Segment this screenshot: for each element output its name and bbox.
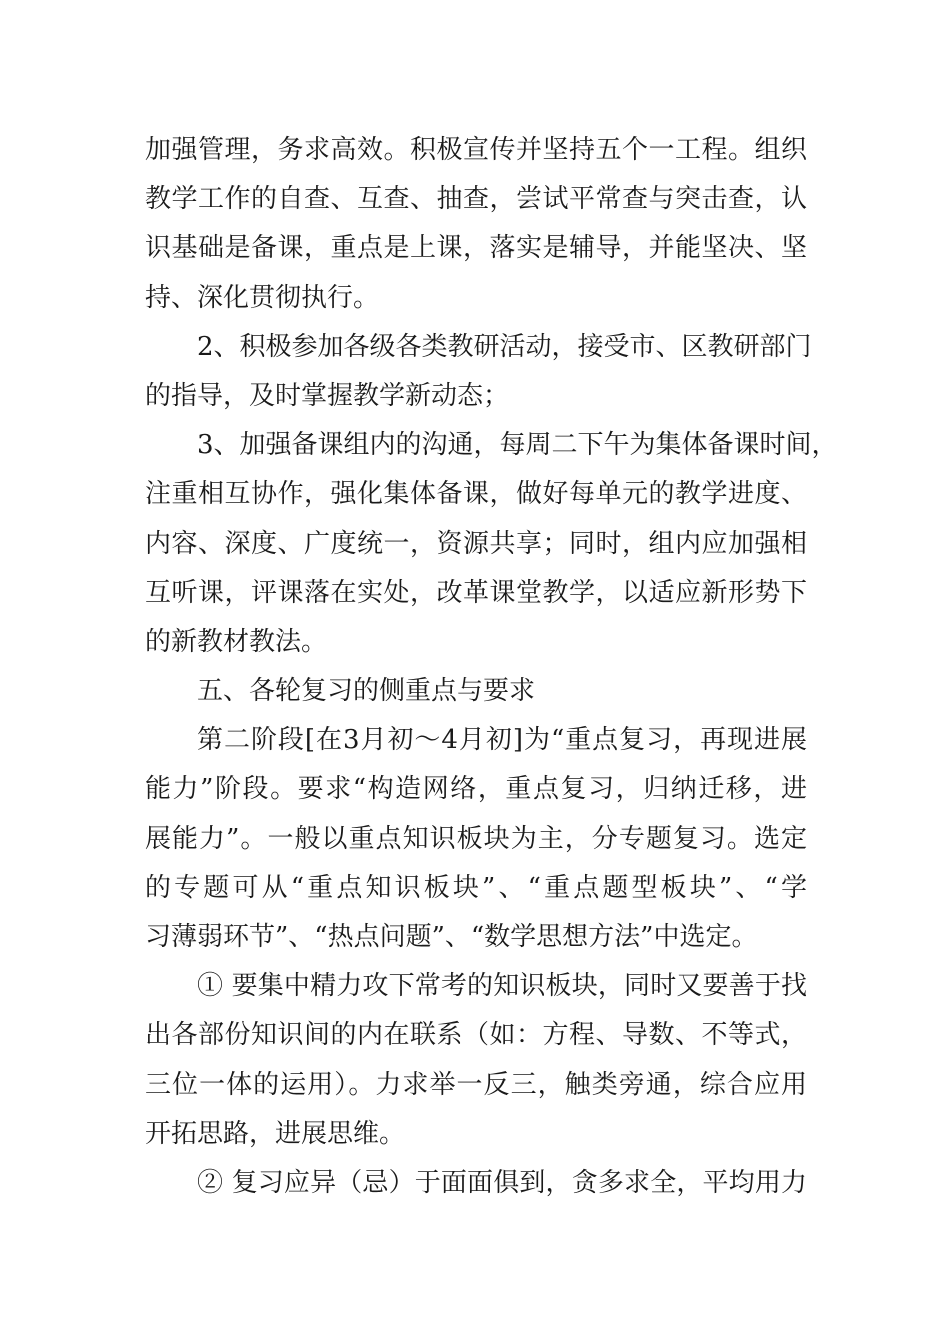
text-line: 互听课，评课落在实处，改革课堂教学，以适应新形势下 xyxy=(145,577,807,608)
text-line: 注重相互协作，强化集体备课，做好每单元的教学进度、 xyxy=(145,479,807,510)
text-line: 能力”阶段。要求“构造网络，重点复习，归纳迁移，进 xyxy=(145,774,807,805)
text-line: 持、深化贯彻执行。 xyxy=(145,282,380,313)
text-line: 开拓思路，进展思维。 xyxy=(145,1118,406,1149)
text-line: 的指导，及时掌握教学新动态； xyxy=(145,380,510,411)
text-line: 内容、深度、广度统一，资源共享；同时，组内应加强相 xyxy=(145,528,807,559)
text-line: ① 要集中精力攻下常考的知识板块，同时又要善于找 xyxy=(197,971,807,1002)
text-line: 2、积极参加各级各类教研活动，接受市、区教研部门 xyxy=(197,331,812,362)
text-line: 教学工作的自查、互查、抽查，尝试平常查与突击查，认 xyxy=(145,184,807,215)
text-line: 3、加强备课组内的沟通，每周二下午为集体备课时间， xyxy=(197,430,838,461)
text-line: 五、各轮复习的侧重点与要求 xyxy=(197,676,536,707)
text-line: 出各部份知识间的内在联系（如：方程、导数、不等式， xyxy=(145,1020,807,1051)
text-line: 识基础是备课，重点是上课，落实是辅导，并能坚决、坚 xyxy=(145,233,807,264)
text-line: 的新教材教法。 xyxy=(145,626,328,657)
document-body xyxy=(145,126,838,1208)
text-line: 习薄弱环节”、“热点问题”、“数学思想方法”中选定。 xyxy=(145,922,758,952)
text-line: 的专题可从“重点知识板块”、“重点题型板块”、“学 xyxy=(145,872,807,903)
text-line: 加强管理，务求高效。积极宣传并坚持五个一工程。组织 xyxy=(145,135,807,165)
text-line: 展能力”。一般以重点知识板块为主，分专题复习。选定 xyxy=(145,823,807,854)
text-line: 三位一体的运用）。力求举一反三，触类旁通，综合应用 xyxy=(145,1069,807,1100)
text-line: ② 复习应异（忌）于面面俱到，贪多求全，平均用力 xyxy=(197,1167,807,1198)
text-line: 第二阶段[在3月初～4月初]为“重点复习，再现进展 xyxy=(197,725,807,756)
